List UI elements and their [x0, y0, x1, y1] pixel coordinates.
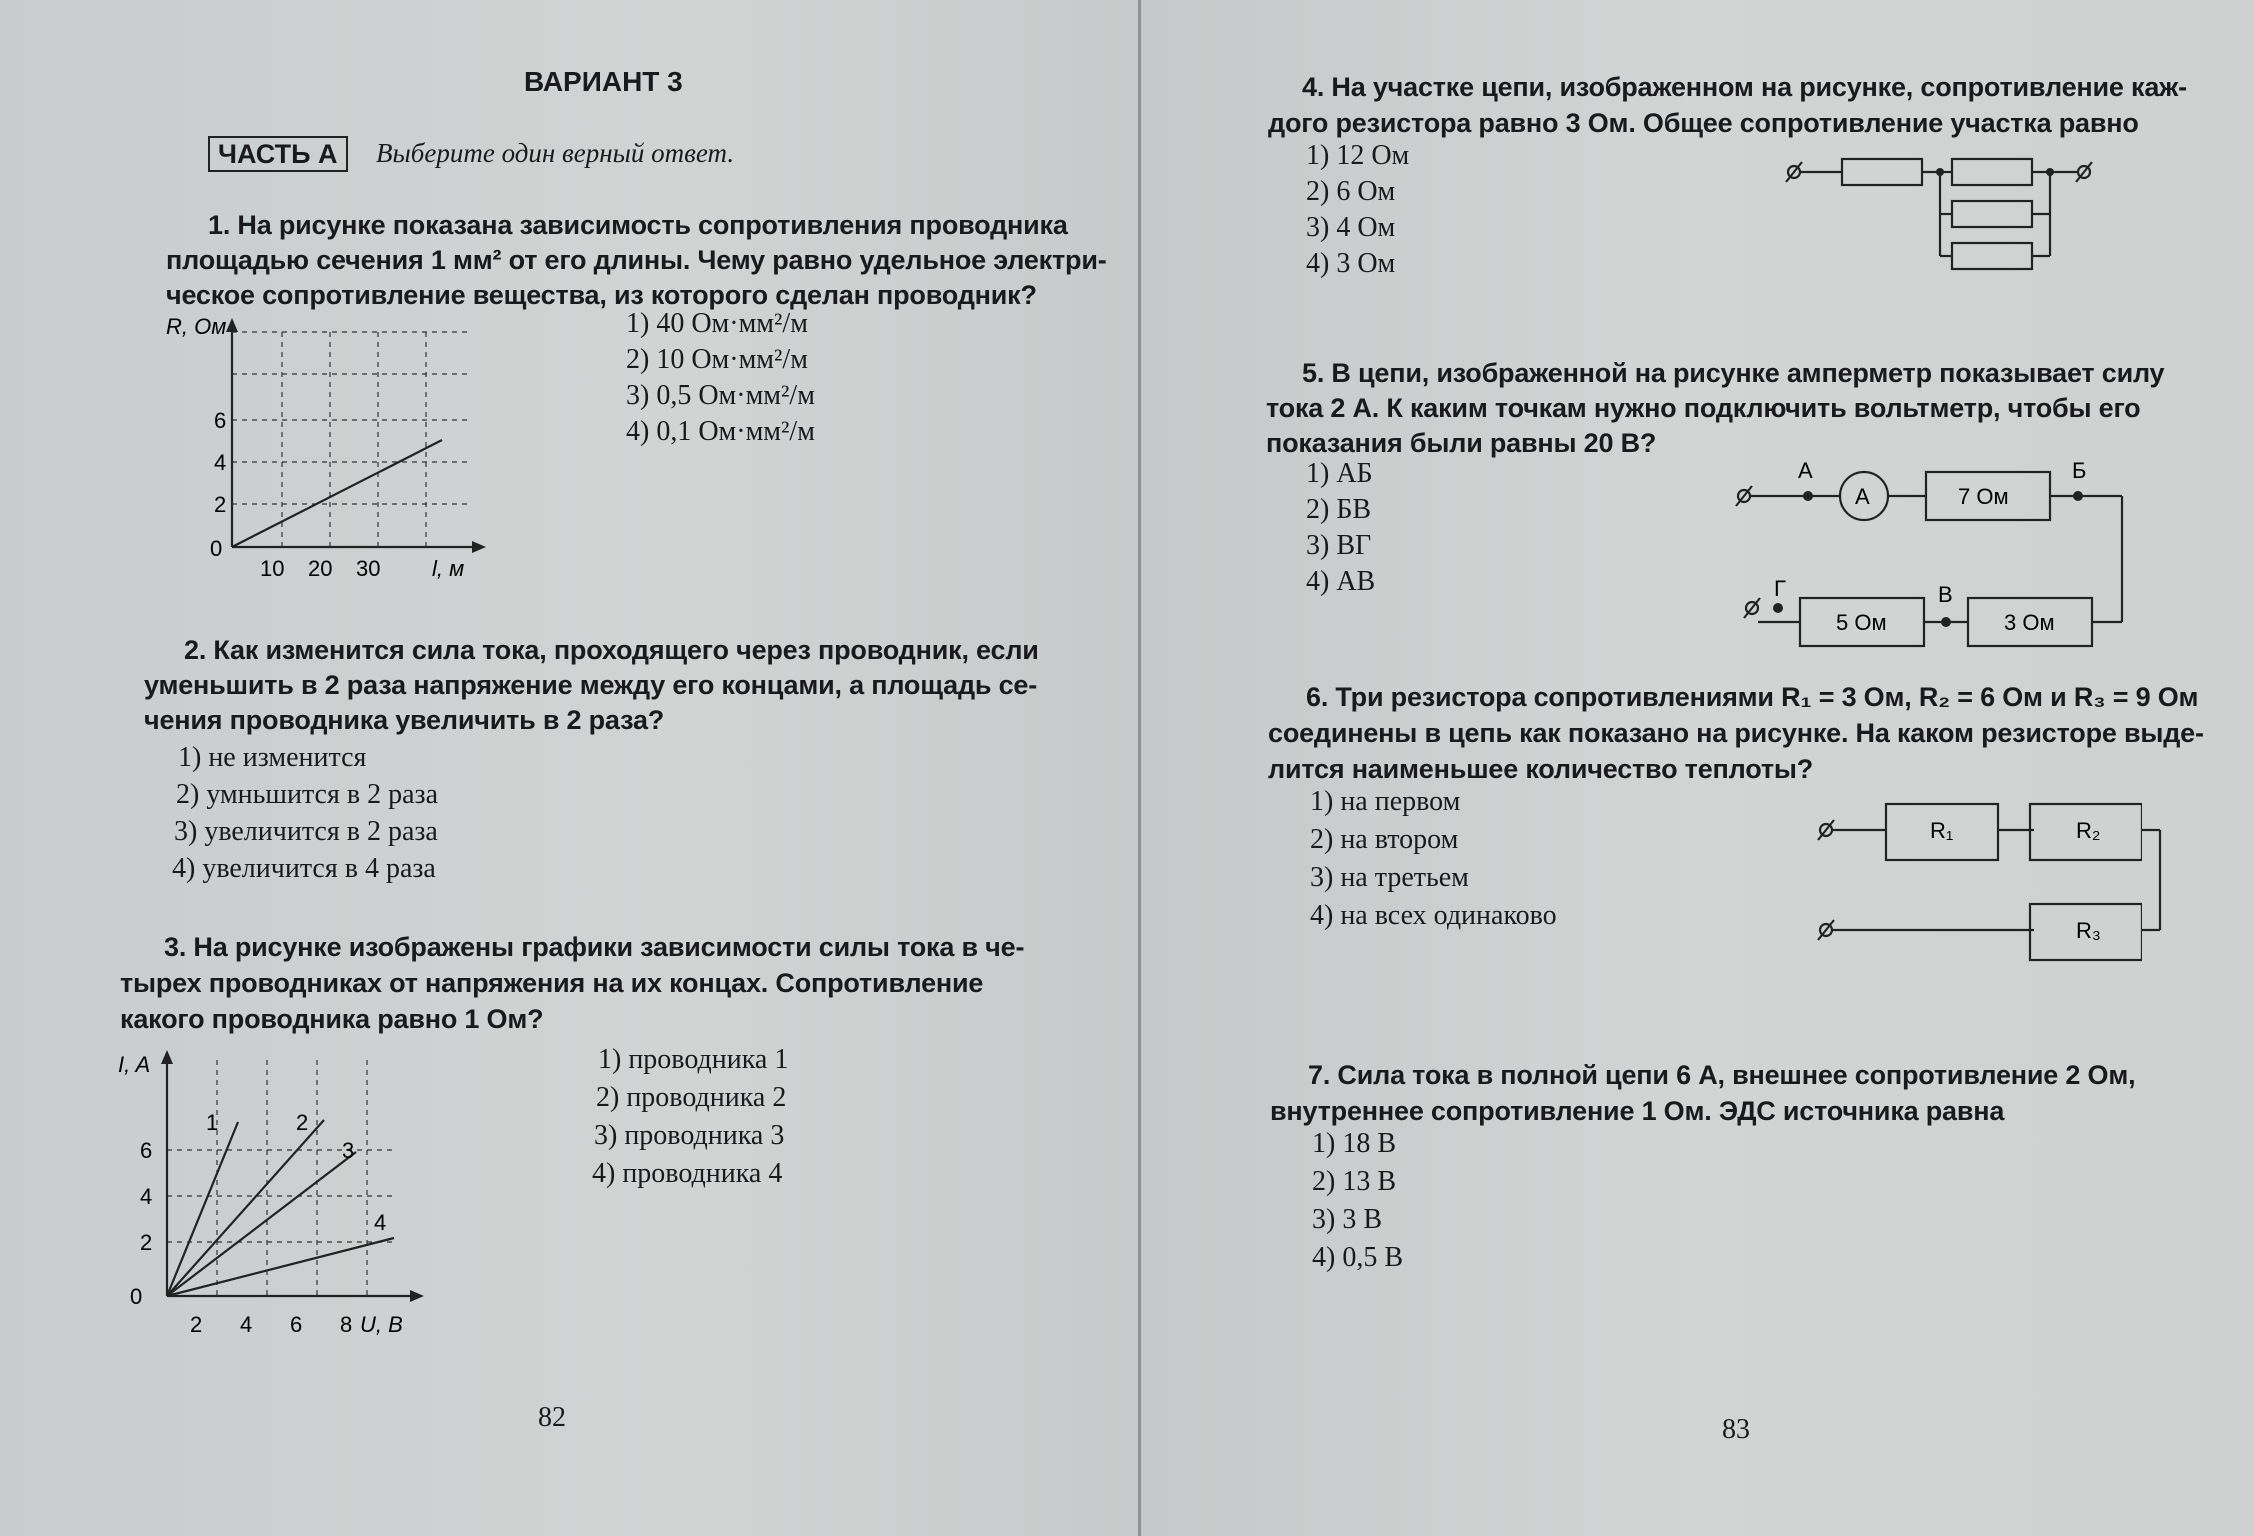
- q4-line-1: 4. На участке цепи, изображенном на рисунке, сопротивление каж-: [1302, 72, 2187, 102]
- q5-line-2: тока 2 А. К каким точкам нужно подключить вольтметр, чтобы его: [1266, 393, 2141, 423]
- q7-line-1: 7. Сила тока в полной цепи 6 А, внешнее сопротивление 2 Ом,: [1308, 1060, 2136, 1090]
- q1-option-4[interactable]: 4) 0,1 Ом·мм²/м: [626, 416, 815, 447]
- q2-line-1: 2. Как изменится сила тока, проходящего через проводник, если: [184, 635, 1039, 665]
- q4-line-2: дого резистора равно 3 Ом. Общее сопротивление участка равно: [1268, 108, 2139, 138]
- q3-x-label: U, B: [360, 1312, 403, 1337]
- q5-line-3: показания были равны 20 В?: [1266, 428, 1657, 458]
- q4-option-1[interactable]: 1) 12 Ом: [1306, 140, 1410, 171]
- q5-option-4[interactable]: 4) АВ: [1306, 566, 1376, 597]
- q2-option-4[interactable]: 4) увеличится в 4 раза: [172, 853, 436, 884]
- point-b: Б: [2072, 458, 2087, 483]
- q6-option-1[interactable]: 1) на первом: [1310, 786, 1461, 817]
- q5-option-1[interactable]: 1) АБ: [1306, 458, 1373, 489]
- q3-y-arrow: [161, 1050, 173, 1064]
- q1-xtick-20: 20: [308, 556, 333, 581]
- r2-label: R₂: [2076, 818, 2101, 843]
- q1-y-label: R, Ом: [166, 314, 227, 339]
- q5-option-2[interactable]: 2) БВ: [1306, 494, 1372, 525]
- r3-label: R₃: [2076, 918, 2101, 943]
- q4-resistor-parallel-1: [1952, 159, 2032, 185]
- q1-xtick-10: 10: [260, 556, 285, 581]
- q1-ytick-0: 0: [210, 536, 223, 561]
- q5-line-1: 5. В цепи, изображенной на рисунке амперметр показывает силу: [1302, 358, 2165, 388]
- q1-ytick-4: 4: [214, 450, 227, 475]
- q1-ytick-6: 6: [214, 408, 227, 433]
- q2-option-2[interactable]: 2) умньшится в 2 раза: [176, 779, 438, 810]
- q4-resistor-series: [1842, 159, 1922, 185]
- q7-option-2[interactable]: 2) 13 В: [1312, 1166, 1396, 1197]
- q1-option-1[interactable]: 1) 40 Ом·мм²/м: [626, 308, 808, 339]
- q1-line-2: площадью сечения 1 мм² от его длины. Чему равно удельное электри-: [166, 245, 1107, 275]
- q1-y-arrow: [226, 318, 238, 332]
- q6-line-1: 6. Три резистора сопротивлениями R₁ = 3 Ом, R₂ = 6 Ом и R₃ = 9 Ом: [1306, 682, 2199, 712]
- q3-xtick-2: 2: [190, 1312, 203, 1337]
- q6-line-3: лится наименьшее количество теплоты?: [1268, 754, 1814, 784]
- q3-xtick-4: 4: [240, 1312, 253, 1337]
- book-spine: [1138, 0, 1141, 1536]
- q3-option-1[interactable]: 1) проводника 1: [598, 1044, 789, 1075]
- q3-line-2: тырех проводниках от напряжения на их концах. Сопротивление: [120, 968, 984, 998]
- q1-line-1: 1. На рисунке показана зависимость сопротивления проводника: [208, 210, 1068, 240]
- q3-ytick-6: 6: [140, 1138, 153, 1163]
- point-g: Г: [1774, 576, 1786, 601]
- resistor-5-label: 5 Ом: [1836, 610, 1887, 635]
- q4-option-2[interactable]: 2) 6 Ом: [1306, 176, 1396, 207]
- q2-line-3: чения проводника увеличить в 2 раза?: [144, 705, 665, 735]
- q6-line-2: соединены в цепь как показано на рисунке. На каком резисторе выде-: [1268, 718, 2204, 748]
- q2-option-3[interactable]: 3) увеличится в 2 раза: [174, 816, 438, 847]
- part-label: ЧАСТЬ А: [208, 136, 348, 172]
- q7-option-4[interactable]: 4) 0,5 В: [1312, 1242, 1403, 1273]
- q3-y-label: I, A: [118, 1052, 151, 1077]
- q3-line-3: какого проводника равно 1 Ом?: [120, 1004, 544, 1034]
- q1-x-label: l, м: [432, 556, 465, 581]
- q3-curve-label-1: 1: [206, 1110, 219, 1135]
- q1-graph: [150, 312, 490, 592]
- resistor-3-label: 3 Ом: [2004, 610, 2055, 635]
- q1-option-2[interactable]: 2) 10 Ом·мм²/м: [626, 344, 808, 375]
- q1-x-arrow: [472, 541, 486, 553]
- q3-ytick-2: 2: [140, 1230, 153, 1255]
- q6-circuit-wire: [2142, 820, 2172, 940]
- q5-option-3[interactable]: 3) ВГ: [1306, 530, 1372, 561]
- q7-line-2: внутреннее сопротивление 1 Ом. ЭДС источника равна: [1270, 1096, 2005, 1126]
- q2-option-1[interactable]: 1) не изменится: [178, 742, 367, 773]
- page-number-left: 82: [538, 1402, 566, 1433]
- q3-option-4[interactable]: 4) проводника 4: [592, 1158, 783, 1189]
- part-instruction: Выберите один верный ответ.: [376, 138, 735, 168]
- q3-line-1: 3. На рисунке изображены графики зависимости силы тока в че-: [164, 932, 1025, 962]
- q3-curve-label-4: 4: [374, 1210, 387, 1235]
- q3-ytick-4: 4: [140, 1184, 153, 1209]
- point-a: А: [1798, 458, 1813, 483]
- q3-option-2[interactable]: 2) проводника 2: [596, 1082, 787, 1113]
- q3-curve-label-2: 2: [296, 1110, 309, 1135]
- q1-xtick-30: 30: [356, 556, 381, 581]
- q3-line-4-plot: [167, 1238, 394, 1296]
- q6-option-4[interactable]: 4) на всех одинаково: [1310, 900, 1557, 931]
- q1-option-3[interactable]: 3) 0,5 Ом·мм²/м: [626, 380, 815, 411]
- q1-line-3: ческое сопротивление вещества, из которого сделан проводник?: [166, 280, 1037, 310]
- q3-xtick-8: 8: [340, 1312, 353, 1337]
- q4-resistor-parallel-2: [1952, 201, 2032, 227]
- q5-circuit: [1728, 454, 2148, 654]
- q3-curve-label-3: 3: [342, 1138, 355, 1163]
- q4-option-3[interactable]: 3) 4 Ом: [1306, 212, 1396, 243]
- q3-x-arrow: [410, 1290, 424, 1302]
- q4-resistor-parallel-3: [1952, 243, 2032, 269]
- page-number-right: 83: [1722, 1414, 1750, 1445]
- resistor-7-label: 7 Ом: [1958, 484, 2009, 509]
- q4-option-4[interactable]: 4) 3 Ом: [1306, 248, 1396, 279]
- right-page: [1142, 0, 2254, 1536]
- r1-label: R₁: [1930, 818, 1954, 843]
- q3-graph: [110, 1040, 430, 1340]
- q7-option-1[interactable]: 1) 18 В: [1312, 1128, 1396, 1159]
- variant-title: ВАРИАНТ 3: [524, 66, 683, 97]
- q7-option-3[interactable]: 3) 3 В: [1312, 1204, 1382, 1235]
- q2-line-2: уменьшить в 2 раза напряжение между его концами, а площадь се-: [144, 670, 1038, 700]
- q3-xtick-6: 6: [290, 1312, 303, 1337]
- ammeter-label: A: [1855, 484, 1870, 509]
- q6-circuit: [1812, 800, 2142, 970]
- q3-line-2-plot: [167, 1120, 324, 1296]
- q4-circuit: [1782, 146, 2102, 276]
- point-v: В: [1938, 582, 1953, 607]
- q3-option-3[interactable]: 3) проводника 3: [594, 1120, 785, 1151]
- q1-ytick-2: 2: [214, 492, 227, 517]
- q6-option-2[interactable]: 2) на втором: [1310, 824, 1459, 855]
- q6-option-3[interactable]: 3) на третьем: [1310, 862, 1469, 893]
- q3-ytick-0: 0: [130, 1284, 143, 1309]
